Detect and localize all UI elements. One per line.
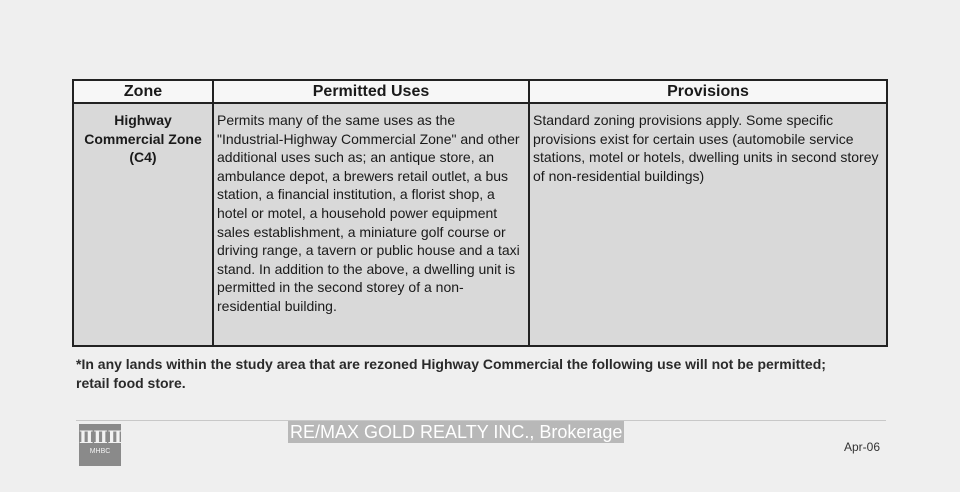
table-row xyxy=(73,103,887,346)
zone-name-line-1: Highway xyxy=(114,112,172,128)
footnote: *In any lands within the study area that are rezoned Highway Commercial the following use will not be permitted; retail food store. xyxy=(76,356,826,391)
zone-name-line-3: (C4) xyxy=(129,149,157,166)
zoning-table xyxy=(72,79,888,347)
mhbc-logo xyxy=(79,424,121,466)
brokerage-watermark: RE/MAX GOLD REALTY INC., Brokerage xyxy=(290,422,623,442)
zone-name-cell xyxy=(73,103,213,346)
header-zone: Zone xyxy=(73,80,213,103)
provisions-cell: Standard zoning provisions apply. Some specific provisions exist for certain uses (automobile service stations, motel or hotels, dwelling units in second storey of non-residential buildings) xyxy=(529,103,887,346)
zone-name-line-2: Commercial Zone xyxy=(84,130,202,147)
logo-text: MHBC xyxy=(89,448,111,455)
logo-mark-icon: ⅡⅡⅡ xyxy=(79,428,122,448)
document-date: Apr-06 xyxy=(844,440,881,454)
permitted-uses-cell: Permits many of the same uses as the "Industrial-Highway Commercial Zone" and other additional uses such as; an antique store, an ambulance depot, a brewers retail outlet, a bus station, a financial institution, a florist shop, a hotel or motel, a household power equipment sales establishment, a miniature golf course or driving range, a tavern or public house and a taxi stand. In addition to the above, a dwelling unit is permitted in the second storey of a non-residential building. xyxy=(213,103,529,346)
header-provisions: Provisions xyxy=(529,80,887,103)
table-header-row xyxy=(73,80,887,103)
header-permitted-uses: Permitted Uses xyxy=(213,80,529,103)
